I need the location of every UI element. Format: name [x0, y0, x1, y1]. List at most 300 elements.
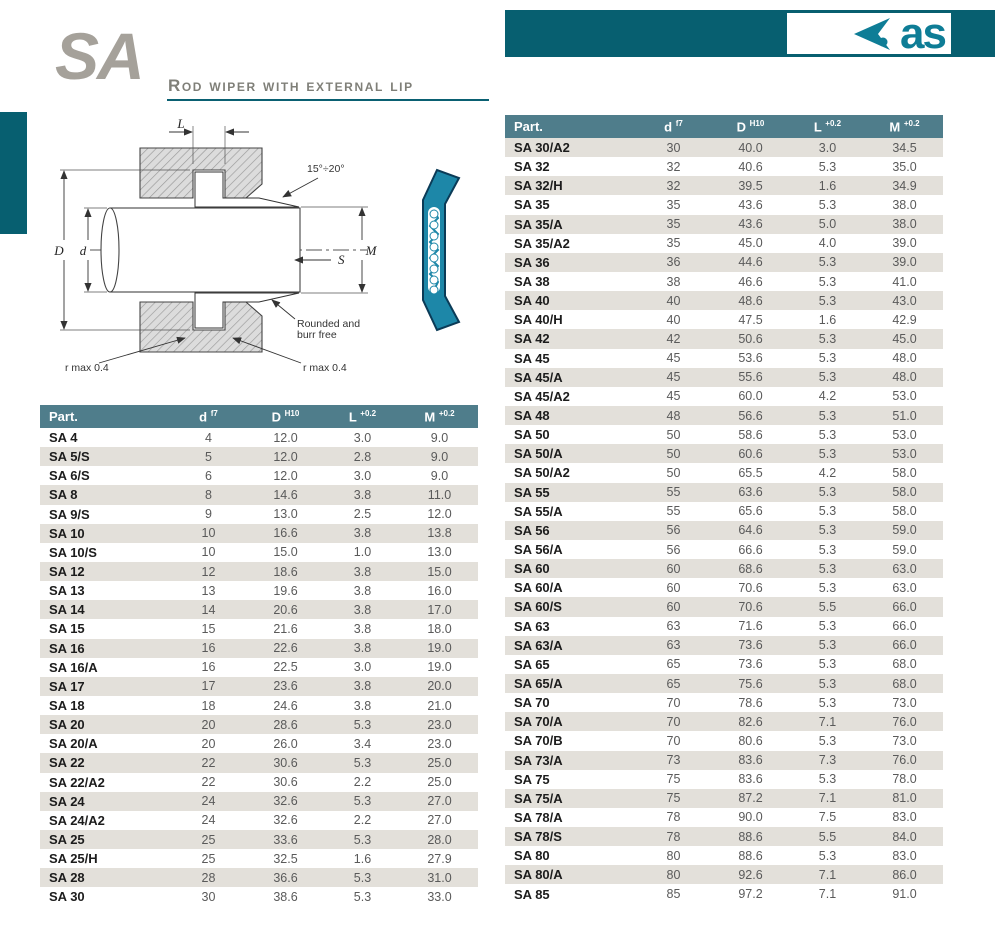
M-value-cell: 63.0 [866, 578, 943, 597]
part-cell: SA 24/A2 [40, 811, 170, 830]
table-row [505, 884, 943, 903]
L-value-cell: 5.3 [789, 329, 866, 348]
table-row [40, 830, 478, 849]
L-value-cell: 7.1 [789, 865, 866, 884]
L-value-cell: 5.3 [789, 425, 866, 444]
angle-leader [283, 178, 318, 197]
D-value-cell: 80.6 [712, 731, 789, 750]
table-row [40, 619, 478, 638]
part-cell: SA 55 [505, 483, 635, 502]
part-cell: SA 16 [40, 639, 170, 658]
L-value-cell: 5.3 [789, 157, 866, 176]
L-value-cell: 2.5 [324, 505, 401, 524]
d-value-cell: 32 [635, 157, 712, 176]
table-row [505, 865, 943, 884]
L-value-cell: 3.8 [324, 619, 401, 638]
part-cell: SA 24 [40, 792, 170, 811]
table-row [505, 483, 943, 502]
col-header-D: D $^{H10}$ [247, 405, 324, 428]
M-value-cell: 51.0 [866, 406, 943, 425]
part-cell: SA 50/A [505, 444, 635, 463]
part-cell: SA 6/S [40, 466, 170, 485]
table-row [505, 521, 943, 540]
D-value-cell: 92.6 [712, 865, 789, 884]
table-row [505, 559, 943, 578]
d-value-cell: 70 [635, 731, 712, 750]
M-value-cell: 58.0 [866, 483, 943, 502]
D-value-cell: 33.6 [247, 830, 324, 849]
part-cell: SA 22 [40, 753, 170, 772]
M-value-cell: 19.0 [401, 639, 478, 658]
part-cell: SA 9/S [40, 505, 170, 524]
part-cell: SA 32 [505, 157, 635, 176]
M-value-cell: 38.0 [866, 195, 943, 214]
table-row [505, 310, 943, 329]
part-cell: SA 35/A2 [505, 234, 635, 253]
D-value-cell: 43.6 [712, 215, 789, 234]
M-value-cell: 76.0 [866, 712, 943, 731]
d-value-cell: 45 [635, 349, 712, 368]
L-value-cell: 5.3 [789, 195, 866, 214]
table-row [505, 693, 943, 712]
table-row [505, 444, 943, 463]
table-row [40, 639, 478, 658]
table-row [505, 789, 943, 808]
M-value-cell: 15.0 [401, 562, 478, 581]
L-value-cell: 5.3 [324, 887, 401, 906]
d-value-cell: 75 [635, 770, 712, 789]
d-value-cell: 6 [170, 466, 247, 485]
part-cell: SA 25 [40, 830, 170, 849]
product-code: SA [55, 19, 143, 93]
table-row [40, 811, 478, 830]
L-value-cell: 5.3 [789, 521, 866, 540]
part-cell: SA 60/A [505, 578, 635, 597]
d-value-cell: 8 [170, 485, 247, 504]
d-value-cell: 38 [635, 272, 712, 291]
part-cell: SA 56/A [505, 540, 635, 559]
part-cell: SA 60 [505, 559, 635, 578]
col-header-L: L $^{+0.2}$ [789, 115, 866, 138]
M-value-cell: 81.0 [866, 789, 943, 808]
part-cell: SA 32/H [505, 176, 635, 195]
d-value-cell: 18 [170, 696, 247, 715]
M-value-cell: 45.0 [866, 329, 943, 348]
d-value-cell: 56 [635, 521, 712, 540]
part-cell: SA 73/A [505, 751, 635, 770]
M-value-cell: 34.9 [866, 176, 943, 195]
header-rule [167, 99, 489, 101]
brand-wordmark: as [900, 8, 945, 58]
part-cell: SA 20 [40, 715, 170, 734]
d-value-cell: 22 [170, 753, 247, 772]
d-value-cell: 10 [170, 524, 247, 543]
L-value-cell: 5.3 [324, 753, 401, 772]
d-value-cell: 22 [170, 773, 247, 792]
part-cell: SA 5/S [40, 447, 170, 466]
M-value-cell: 9.0 [401, 428, 478, 447]
part-cell: SA 40 [505, 291, 635, 310]
M-value-cell: 21.0 [401, 696, 478, 715]
table-row [40, 696, 478, 715]
L-value-cell: 3.8 [324, 581, 401, 600]
M-value-cell: 42.9 [866, 310, 943, 329]
table-row [40, 868, 478, 887]
dim-label-s: S [338, 252, 345, 267]
D-value-cell: 73.6 [712, 636, 789, 655]
L-value-cell: 3.8 [324, 639, 401, 658]
table-row [505, 463, 943, 482]
d-value-cell: 4 [170, 428, 247, 447]
d-value-cell: 17 [170, 677, 247, 696]
part-cell: SA 45 [505, 349, 635, 368]
D-value-cell: 82.6 [712, 712, 789, 731]
D-value-cell: 14.6 [247, 485, 324, 504]
table-row [505, 138, 943, 157]
d-value-cell: 80 [635, 846, 712, 865]
d-value-cell: 24 [170, 792, 247, 811]
table-row [505, 636, 943, 655]
L-value-cell: 7.1 [789, 789, 866, 808]
D-value-cell: 40.0 [712, 138, 789, 157]
D-value-cell: 12.0 [247, 466, 324, 485]
M-value-cell: 27.9 [401, 849, 478, 868]
L-value-cell: 3.8 [324, 696, 401, 715]
table-row [505, 617, 943, 636]
brand-bar [505, 10, 995, 57]
L-value-cell: 3.4 [324, 734, 401, 753]
d-value-cell: 9 [170, 505, 247, 524]
M-value-cell: 66.0 [866, 617, 943, 636]
part-cell: SA 40/H [505, 310, 635, 329]
D-value-cell: 23.6 [247, 677, 324, 696]
L-value-cell: 5.3 [324, 868, 401, 887]
L-value-cell: 5.3 [789, 540, 866, 559]
d-value-cell: 36 [635, 253, 712, 272]
L-value-cell: 3.8 [324, 485, 401, 504]
d-value-cell: 65 [635, 674, 712, 693]
d-value-cell: 15 [170, 619, 247, 638]
table-row [40, 447, 478, 466]
L-value-cell: 4.2 [789, 463, 866, 482]
d-value-cell: 35 [635, 215, 712, 234]
D-value-cell: 24.6 [247, 696, 324, 715]
table-row [40, 524, 478, 543]
L-value-cell: 3.8 [324, 524, 401, 543]
L-value-cell: 7.5 [789, 808, 866, 827]
d-value-cell: 10 [170, 543, 247, 562]
L-value-cell: 1.6 [789, 176, 866, 195]
part-cell: SA 38 [505, 272, 635, 291]
L-value-cell: 1.6 [789, 310, 866, 329]
L-value-cell: 5.3 [789, 368, 866, 387]
table-row [505, 349, 943, 368]
table-row [505, 578, 943, 597]
table-header-row [505, 115, 943, 138]
col-header-d: d $^{f7}$ [170, 405, 247, 428]
d-value-cell: 70 [635, 693, 712, 712]
side-tab [0, 112, 27, 234]
table-row [40, 428, 478, 447]
M-value-cell: 48.0 [866, 368, 943, 387]
D-value-cell: 45.0 [712, 234, 789, 253]
D-value-cell: 43.6 [712, 195, 789, 214]
D-value-cell: 65.6 [712, 502, 789, 521]
part-cell: SA 63/A [505, 636, 635, 655]
M-value-cell: 53.0 [866, 425, 943, 444]
d-value-cell: 25 [170, 849, 247, 868]
d-value-cell: 40 [635, 310, 712, 329]
col-header-M: M $^{+0.2}$ [866, 115, 943, 138]
table-row [505, 234, 943, 253]
d-value-cell: 30 [170, 887, 247, 906]
table-row [40, 505, 478, 524]
part-cell: SA 60/S [505, 597, 635, 616]
M-value-cell: 27.0 [401, 811, 478, 830]
d-value-cell: 55 [635, 483, 712, 502]
col-header-d: d $^{f7}$ [635, 115, 712, 138]
table-row [505, 406, 943, 425]
D-value-cell: 71.6 [712, 617, 789, 636]
M-value-cell: 13.8 [401, 524, 478, 543]
table-row [505, 770, 943, 789]
d-value-cell: 25 [170, 830, 247, 849]
D-value-cell: 90.0 [712, 808, 789, 827]
dim-label-d: d [79, 243, 87, 258]
part-cell: SA 35 [505, 195, 635, 214]
d-value-cell: 5 [170, 447, 247, 466]
D-value-cell: 44.6 [712, 253, 789, 272]
D-value-cell: 60.0 [712, 387, 789, 406]
d-value-cell: 16 [170, 658, 247, 677]
rounded-note-1: Rounded and [297, 318, 361, 330]
brand-plate [787, 8, 951, 58]
M-value-cell: 23.0 [401, 715, 478, 734]
D-value-cell: 18.6 [247, 562, 324, 581]
part-cell: SA 10 [40, 524, 170, 543]
D-value-cell: 48.6 [712, 291, 789, 310]
brand-arrow-icon [850, 16, 892, 52]
L-value-cell: 5.3 [789, 444, 866, 463]
part-cell: SA 78/S [505, 827, 635, 846]
d-value-cell: 30 [635, 138, 712, 157]
L-value-cell: 5.3 [789, 502, 866, 521]
part-cell: SA 25/H [40, 849, 170, 868]
table-row [40, 715, 478, 734]
d-value-cell: 20 [170, 734, 247, 753]
d-value-cell: 48 [635, 406, 712, 425]
L-value-cell: 5.3 [789, 272, 866, 291]
part-cell: SA 56 [505, 521, 635, 540]
M-value-cell: 73.0 [866, 731, 943, 750]
table-row [40, 600, 478, 619]
M-value-cell: 16.0 [401, 581, 478, 600]
L-value-cell: 3.8 [324, 562, 401, 581]
d-value-cell: 85 [635, 884, 712, 903]
L-value-cell: 5.3 [789, 617, 866, 636]
table-row [505, 253, 943, 272]
L-value-cell: 5.3 [324, 715, 401, 734]
D-value-cell: 21.6 [247, 619, 324, 638]
L-value-cell: 1.6 [324, 849, 401, 868]
M-value-cell: 53.0 [866, 444, 943, 463]
D-value-cell: 50.6 [712, 329, 789, 348]
M-value-cell: 35.0 [866, 157, 943, 176]
r-max-left: r max 0.4 [65, 362, 109, 374]
D-value-cell: 22.5 [247, 658, 324, 677]
part-cell: SA 17 [40, 677, 170, 696]
L-value-cell: 7.3 [789, 751, 866, 770]
M-value-cell: 18.0 [401, 619, 478, 638]
table-row [505, 540, 943, 559]
M-value-cell: 19.0 [401, 658, 478, 677]
L-value-cell: 5.5 [789, 827, 866, 846]
M-value-cell: 91.0 [866, 884, 943, 903]
M-value-cell: 48.0 [866, 349, 943, 368]
L-value-cell: 5.3 [789, 770, 866, 789]
page-subtitle: Rod wiper with external lip [168, 76, 414, 95]
part-cell: SA 10/S [40, 543, 170, 562]
part-cell: SA 70/A [505, 712, 635, 731]
D-value-cell: 30.6 [247, 773, 324, 792]
M-value-cell: 9.0 [401, 466, 478, 485]
D-value-cell: 75.6 [712, 674, 789, 693]
part-cell: SA 45/A [505, 368, 635, 387]
D-value-cell: 63.6 [712, 483, 789, 502]
L-value-cell: 5.3 [789, 731, 866, 750]
D-value-cell: 15.0 [247, 543, 324, 562]
d-value-cell: 28 [170, 868, 247, 887]
L-value-cell: 5.3 [789, 483, 866, 502]
part-cell: SA 14 [40, 600, 170, 619]
M-value-cell: 66.0 [866, 636, 943, 655]
M-value-cell: 84.0 [866, 827, 943, 846]
part-cell: SA 13 [40, 581, 170, 600]
D-value-cell: 88.6 [712, 846, 789, 865]
part-cell: SA 12 [40, 562, 170, 581]
L-value-cell: 2.2 [324, 773, 401, 792]
M-value-cell: 68.0 [866, 655, 943, 674]
D-value-cell: 39.5 [712, 176, 789, 195]
technical-drawing [35, 108, 505, 398]
D-value-cell: 73.6 [712, 655, 789, 674]
D-value-cell: 70.6 [712, 597, 789, 616]
L-value-cell: 3.8 [324, 677, 401, 696]
D-value-cell: 22.6 [247, 639, 324, 658]
D-value-cell: 32.6 [247, 811, 324, 830]
d-value-cell: 65 [635, 655, 712, 674]
L-value-cell: 3.0 [324, 466, 401, 485]
table-row [505, 502, 943, 521]
M-value-cell: 59.0 [866, 540, 943, 559]
part-cell: SA 65 [505, 655, 635, 674]
d-value-cell: 16 [170, 639, 247, 658]
d-value-cell: 35 [635, 195, 712, 214]
part-cell: SA 85 [505, 884, 635, 903]
dim-label-D: D [54, 243, 64, 258]
M-value-cell: 17.0 [401, 600, 478, 619]
d-value-cell: 63 [635, 617, 712, 636]
part-cell: SA 28 [40, 868, 170, 887]
d-value-cell: 40 [635, 291, 712, 310]
table-row [40, 753, 478, 772]
M-value-cell: 25.0 [401, 773, 478, 792]
M-value-cell: 39.0 [866, 234, 943, 253]
L-value-cell: 3.0 [324, 428, 401, 447]
d-value-cell: 45 [635, 387, 712, 406]
part-cell: SA 48 [505, 406, 635, 425]
d-value-cell: 56 [635, 540, 712, 559]
M-value-cell: 76.0 [866, 751, 943, 770]
M-value-cell: 28.0 [401, 830, 478, 849]
D-value-cell: 38.6 [247, 887, 324, 906]
D-value-cell: 32.6 [247, 792, 324, 811]
part-cell: SA 16/A [40, 658, 170, 677]
rounded-leader [272, 300, 295, 319]
table-row [505, 846, 943, 865]
table-row [505, 827, 943, 846]
d-value-cell: 55 [635, 502, 712, 521]
dim-label-l: L [177, 116, 185, 131]
M-value-cell: 73.0 [866, 693, 943, 712]
M-value-cell: 31.0 [401, 868, 478, 887]
table-row [40, 581, 478, 600]
angle-note: 15°÷20° [307, 163, 345, 175]
M-value-cell: 83.0 [866, 846, 943, 865]
d-value-cell: 78 [635, 827, 712, 846]
L-value-cell: 5.3 [789, 253, 866, 272]
M-value-cell: 66.0 [866, 597, 943, 616]
part-cell: SA 63 [505, 617, 635, 636]
D-value-cell: 87.2 [712, 789, 789, 808]
part-cell: SA 75/A [505, 789, 635, 808]
table-row [505, 195, 943, 214]
L-value-cell: 5.3 [789, 674, 866, 693]
table-row [40, 543, 478, 562]
D-value-cell: 68.6 [712, 559, 789, 578]
M-value-cell: 23.0 [401, 734, 478, 753]
L-value-cell: 3.0 [324, 658, 401, 677]
L-value-cell: 5.3 [789, 578, 866, 597]
table-row [40, 466, 478, 485]
d-value-cell: 60 [635, 597, 712, 616]
part-cell: SA 45/A2 [505, 387, 635, 406]
M-value-cell: 68.0 [866, 674, 943, 693]
table-row [505, 368, 943, 387]
part-cell: SA 30 [40, 887, 170, 906]
part-cell: SA 18 [40, 696, 170, 715]
d-value-cell: 50 [635, 463, 712, 482]
D-value-cell: 56.6 [712, 406, 789, 425]
M-value-cell: 38.0 [866, 215, 943, 234]
part-cell: SA 50/A2 [505, 463, 635, 482]
M-value-cell: 43.0 [866, 291, 943, 310]
d-value-cell: 50 [635, 425, 712, 444]
d-value-cell: 42 [635, 329, 712, 348]
M-value-cell: 13.0 [401, 543, 478, 562]
L-value-cell: 5.3 [789, 406, 866, 425]
part-cell: SA 4 [40, 428, 170, 447]
D-value-cell: 20.6 [247, 600, 324, 619]
D-value-cell: 40.6 [712, 157, 789, 176]
part-cell: SA 50 [505, 425, 635, 444]
part-cell: SA 75 [505, 770, 635, 789]
rod-end-cap [101, 208, 119, 292]
table-row [505, 387, 943, 406]
part-cell: SA 78/A [505, 808, 635, 827]
L-value-cell: 2.8 [324, 447, 401, 466]
d-value-cell: 60 [635, 578, 712, 597]
